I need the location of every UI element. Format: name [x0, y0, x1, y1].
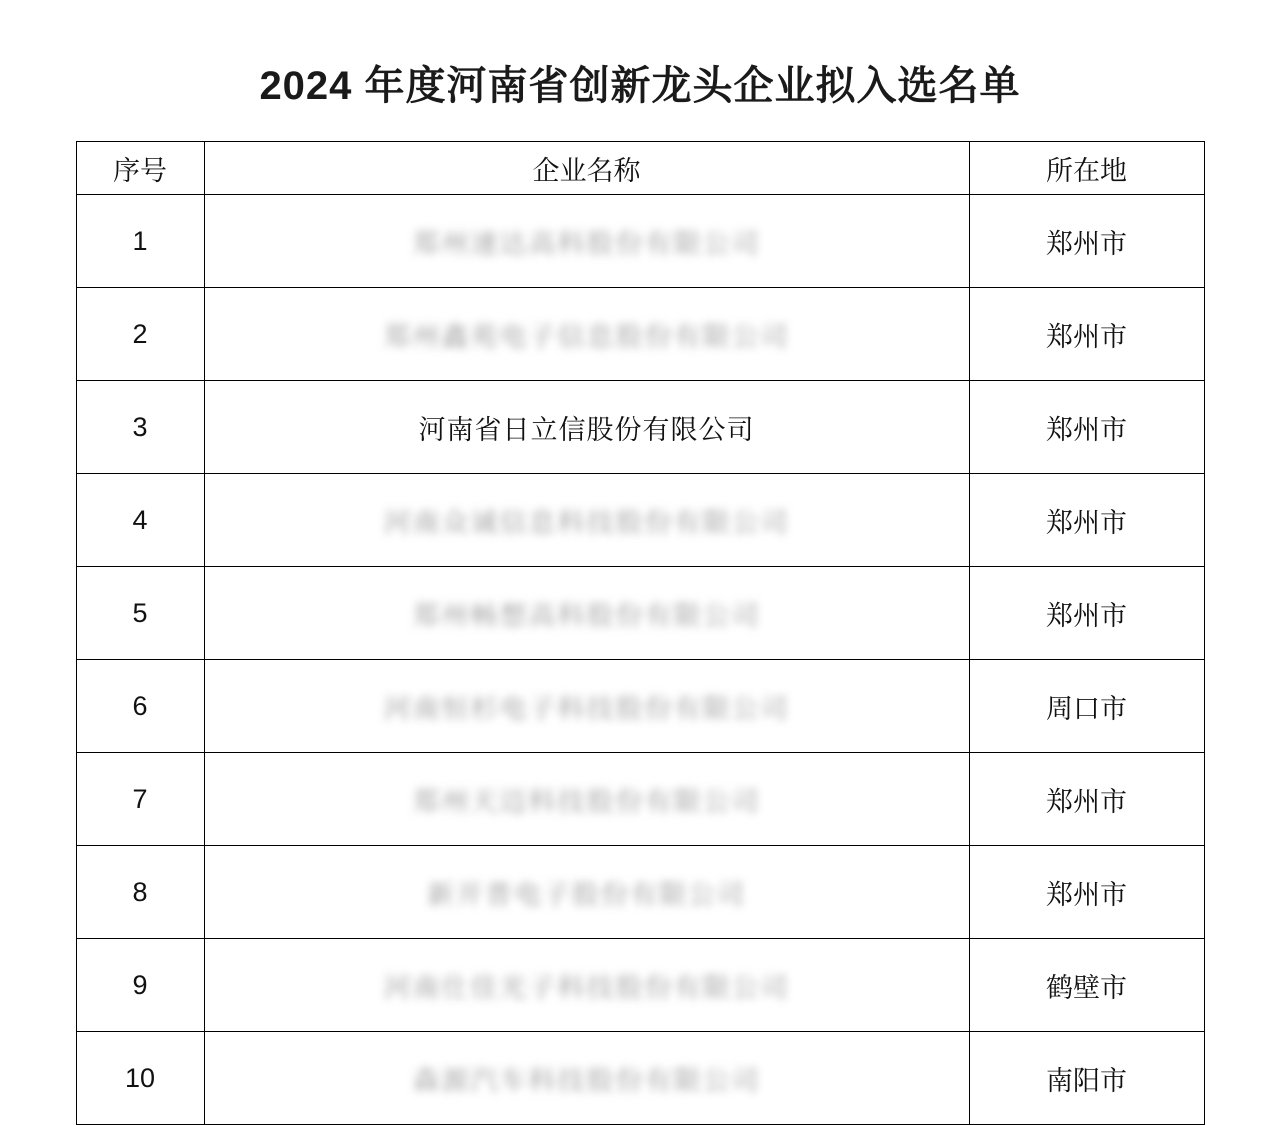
redacted-company-name: 森源汽车科技股份有限公司 [412, 1065, 761, 1096]
cell-company-name [204, 195, 969, 288]
page-title: 2024 年度河南省创新龙头企业拟入选名单 [259, 64, 1021, 108]
cell-index: 3 [76, 381, 204, 474]
cell-index: 9 [76, 939, 204, 1032]
table-row [76, 846, 1204, 939]
cell-location: 郑州市 [969, 846, 1204, 939]
cell-index: 5 [76, 567, 204, 660]
column-header-location: 所在地 [969, 142, 1204, 195]
cell-company-name [204, 939, 969, 1032]
table-row [76, 1032, 1204, 1125]
cell-location: 南阳市 [969, 1032, 1204, 1125]
cell-location: 周口市 [969, 660, 1204, 753]
cell-company-name [204, 1032, 969, 1125]
redacted-company-name: 新开普电子股份有限公司 [427, 879, 746, 910]
redacted-company-name: 河南恒杉电子科技股份有限公司 [383, 693, 790, 724]
redacted-company-name: 郑州天迈科技股份有限公司 [412, 786, 761, 817]
table-row [76, 195, 1204, 288]
table-body [76, 195, 1204, 1125]
table-row [76, 381, 1204, 474]
cell-index: 10 [76, 1032, 204, 1125]
cell-index: 2 [76, 288, 204, 381]
cell-location: 郑州市 [969, 288, 1204, 381]
redacted-company-name: 河南仕佳光子科技股份有限公司 [383, 972, 790, 1003]
cell-location: 郑州市 [969, 753, 1204, 846]
redacted-company-name: 郑州畅想高科股份有限公司 [412, 600, 761, 631]
table-row [76, 474, 1204, 567]
table-row [76, 939, 1204, 1032]
table-row [76, 753, 1204, 846]
column-header-index: 序号 [76, 142, 204, 195]
cell-location: 鹤壁市 [969, 939, 1204, 1032]
cell-company-name [204, 660, 969, 753]
cell-index: 6 [76, 660, 204, 753]
cell-index: 1 [76, 195, 204, 288]
cell-company-name [204, 753, 969, 846]
cell-index: 4 [76, 474, 204, 567]
cell-company-name [204, 381, 969, 474]
cell-location: 郑州市 [969, 474, 1204, 567]
cell-location: 郑州市 [969, 567, 1204, 660]
table-row [76, 660, 1204, 753]
redacted-company-name: 河南众诚信息科技股份有限公司 [383, 507, 790, 538]
cell-location: 郑州市 [969, 381, 1204, 474]
cell-index: 7 [76, 753, 204, 846]
cell-location: 郑州市 [969, 195, 1204, 288]
redacted-company-name: 郑州鑫苑电子信息股份有限公司 [383, 321, 790, 352]
column-header-name: 企业名称 [204, 142, 969, 195]
table-row [76, 288, 1204, 381]
table-row [76, 567, 1204, 660]
table-header-row [76, 142, 1204, 195]
cell-company-name [204, 846, 969, 939]
enterprise-list-table [76, 141, 1205, 1125]
company-name: 河南省日立信股份有限公司 [418, 414, 755, 445]
cell-company-name [204, 288, 969, 381]
cell-company-name [204, 567, 969, 660]
redacted-company-name: 郑州速达高科股份有限公司 [412, 228, 761, 259]
cell-company-name [204, 474, 969, 567]
cell-index: 8 [76, 846, 204, 939]
